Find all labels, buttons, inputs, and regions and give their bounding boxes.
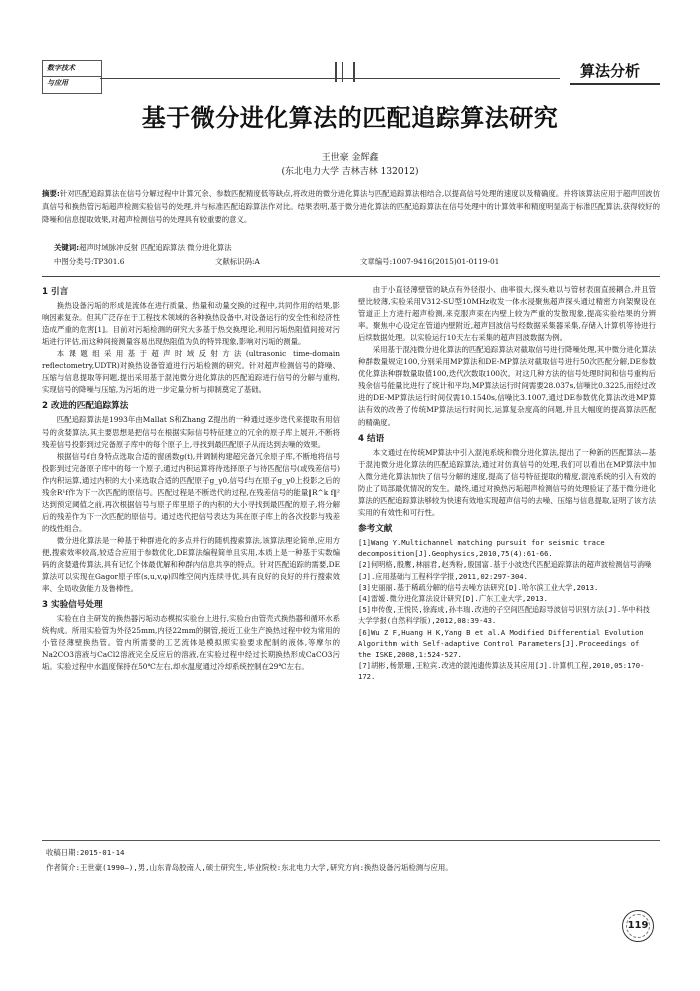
section-heading: 3 实验信号处理 [42, 600, 103, 611]
paragraph: 由于小直径薄壁管的缺点有外径很小、曲率很大,探头难以与管材表面直接耦合,并且管壁比较薄,实验采用V312-SU型10MHz收发一体水浸聚焦超声探头通过精密方向架聚设在管道正上方进行超声检测,来克服声束在内壁上较为严重的发散现象,提高实验结果的分辨率。聚焦中心设定在管道内壁附近,超声回波信号经数据采集器采集,存储入计算机等待进行后续数据处理。以实验运行10天左右采集的超声回波数据为例。 [358, 285, 656, 343]
reference-item: [4]雷嫒.微分进化算法设计研究[D].广东工业大学,2013. [358, 593, 548, 603]
header-bar [335, 62, 337, 82]
paragraph: 微分进化算法是一种基于种群进化的多点并行的随机搜索算法,该算法理论简单,应用方便,搜索效率较高,较适合应用于参数优化,DE算法编程简单且实用,本质上是一种基于实数编码的贪婪遗传算法,具有记忆个体最优解和种群内信息共享的特点。针对匹配追踪的需要,DE算法可以实现在Gagor原子库(s,u,v,φ)四维空间内连续寻优,具有良好的良好的并行搜索效率、全局收敛能力及鲁棒性。 [42, 535, 340, 594]
page-number: 119 [627, 920, 649, 931]
page-number-badge [622, 910, 654, 942]
abstract [42, 188, 660, 226]
paragraph: 本文通过在传统MP算法中引入混沌系统和微分进化算法,提出了一种新的匹配算法—基于混沌微分进化算法的匹配追踪算法,通过对仿真信号的处理,我们可以看出在MP算法中加入微分进化算法加快了信号分解的速度,提高了信号特征提取的精度,混沌系统的引入有效的防止了局部最优情况的发生。最终,通过对换热污垢超声检测信号的处理验证了基于微分进化算法的匹配追踪算法够较为快速有效地实现超声信号的去噪、压缩与信息提取,证明了该方法实用的有效性和可行性。 [358, 447, 656, 517]
authors: 王世豪 金辉鑫 [321, 153, 379, 163]
paragraph: 本课题组采用基于超声时域反射方法(ultrasonic time-domain reflectometry,UDTR)对换热设备管道进行污垢检测的研究。针对超声检测信号的降噪、压缩与信息提取等问题,提出采用基于混沌微分进化算法的匹配追踪进行信号的分解与重构,实现信号的降噪与压缩,为污垢的进一步定量分析与抑制奠定了基础。 [42, 349, 340, 395]
affiliation: (东北电力大学 吉林吉林 132012) [281, 167, 419, 177]
header-bar [342, 62, 343, 82]
section-rule [570, 83, 660, 85]
paragraph: 实验在自主研发的换热器污垢动态模拟实验台上进行,实验台由管壳式换热器和循环水系统构成。所用实验管为外径25mm,内径22mm的铜管,接近工业生产换热过程中较为常用的小管径薄壁换热管。管内所需要的工艺流体是模拟照实验要求配制的液体,等摩尔的Na2CO3溶液与CaCl2溶液完全反应后的溶液,在实验过程中经过长期换热形成CaCO3污垢。实验过程中水温度保持在50℃左右,却水温度通过冷却系统控制在29℃左右。 [42, 614, 340, 672]
divider [42, 276, 660, 277]
journal-name-line1: 数字技术 [47, 64, 75, 72]
section-heading: 2 改进的匹配追踪算法 [42, 401, 129, 412]
reference-item: [1]Wang Y.Multichannel matching pursuit for seismic trace decomposition[J].Geophysics,2010,75(4):61-66. [358, 537, 605, 559]
keywords-label: 关键词: [54, 243, 80, 252]
footer-rule [42, 840, 660, 841]
journal-logo [42, 60, 102, 94]
keywords-text: 超声时域脉冲反射 匹配追踪算法 微分进化算法 [79, 243, 232, 252]
received-date: 收稿日期:2015-01-14 [46, 848, 125, 857]
reference-list [358, 537, 656, 683]
journal-name-line2: 与应用 [47, 79, 68, 87]
clc-number: 中图分类号:TP301.6 [54, 257, 125, 266]
paper-title: 基于微分进化算法的匹配追踪算法研究 [141, 104, 559, 132]
section-heading: 1 引言 [42, 287, 69, 297]
paragraph: 换热设备污垢的形成是流体在进行质量、热量和动量交换的过程中,共同作用的结果,影响因素复杂。但其广泛存在于工程技术领域的各种换热设备中,对设备运行的安全性和经济性造成严重的危害[1]。目前对污垢检测的研究大多基于热交换理论,利用污垢热阻值间接对污垢进行评估,而这种间接测量容易出现热阻值为负的特异现象,影响对污垢的测量。 [42, 301, 340, 347]
article-number: 文章编号:1007-9416(2015)01-0119-01 [360, 257, 500, 266]
reference-item: [6]Wu Z F,Huang H K,Yang B et al.A Modified Differential Evolution Algorithm with Self-adaptive Control Parameters[J].Proceedings of the ISKE,2008,1:524-527. [358, 627, 644, 659]
right-column [358, 284, 656, 683]
section-heading: 4 结语 [358, 433, 385, 444]
paragraph: 采用基于混沌微分进化算法的匹配追踪算法对截取信号进行降噪处理,其中微分进化算法种群数量规定100,分别采用MP算法和DE-MP算法对截取信号进行50次匹配分解,DE参数优化算法种群数量取值100,迭代次数取100次。对这几种方法的信号处理时间和信号重构后残余信号能量比进行了统计和平均,MP算法运行时间需要28.037s,信噪比0.3225,而经过改进的DE-MP算法运行时间仅需10.1540s,信噪比3.1007,通过DE参数优化算法改进MP算法有效的改善了传统MP算法运行时间长,运算复杂度高的问题,并且大幅度的提高算法匹配的精确度。 [358, 345, 656, 427]
reference-item: [7]胡彬,杨景珊,王粒宾.改进的混沌遗传算法及其应用[J].计算机工程,2010,05:170-172. [358, 661, 645, 682]
keywords [54, 242, 654, 253]
left-column [42, 282, 340, 673]
reference-item: [2]何明格,殷鹰,林丽君,赵秀粉,殷国富.基于小波迭代匹配追踪算法的超声波检测信号消噪[J].应用基础与工程科学学报,2011,02:297-304. [358, 560, 652, 581]
abstract-label: 摘要: [42, 189, 60, 198]
author-bio: 作者简介:王世豪(1990—),男,山东青岛胶南人,硕士研究生,毕业院校:东北电力大学,研究方向:换热设备污垢检测与应用。 [46, 863, 453, 872]
abstract-text: 针对匹配追踪算法在信号分解过程中计算冗余、参数匹配精度低等缺点,将改进的微分进化算法与匹配追踪算法相结合,以提高信号处理的速度以及精确度。并将该算法应用于超声回波仿真信号和换热管污垢超声检测实验信号的处理,并与标准匹配追踪算法作对比。结果表明,基于微分进化算法的匹配追踪算法在信号处理中的计算效率和精度明显高于标准匹配算法,获得较好的降噪和信息提取效果,对超声检测信号的处理具有较重要的意义。 [42, 189, 660, 224]
paragraph: 匹配追踪算法是1993年由Mallat S和Zhang Z提出的一种通过逐步迭代来提取有用信号的贪婪算法,其主要思想是把信号在根据实际信号特征建立的冗余的原子库上展开,不断将残差信号投影到过完备原子库中的每个原子上,寻找到最匹配原子从而达到去噪的效果。 [42, 415, 340, 449]
document-code: 文献标识码:A [215, 257, 260, 266]
header-rule [100, 78, 560, 79]
section-label: 算法分析 [580, 62, 641, 80]
reference-item: [5]申传俊,王悦民,徐海成,孙丰瑞.改进的子空间匹配追踪导波信号识别方法[J].华中科技大学学报(自然科学版),2012,08:39-43. [358, 605, 650, 626]
header-bar [353, 62, 355, 82]
references-heading: 参考文献 [358, 523, 393, 534]
reference-item: [3]史丽丽.基于稀疏分解的信号去噪方法研究[D].哈尔滨工业大学,2013. [358, 582, 599, 592]
paragraph: 根据信号f自身特点选取合适的窗函数g(t),并调制构建超完备冗余原子库,不断地将信号投影到过完备原子库中的每一个原子,通过内积运算将待选择原子与待匹配信号(或残差信号)作内积运算,通过内积的大小来选取合适的匹配原子g_γ0,信号f与在原子g_γ0上投影之后的残余R¹f作为下一次匹配的原信号。匹配过程是不断迭代的过程,在残差信号的能量‖R^k f‖²达到预定阈值之前,再次根据信号与原子库里原子的内积的大小寻找到最匹配的原子,将分解后的残差作为下一次匹配的原信号。通过迭代把信号表达为其在原子库上的各次投影与残差的线性组合。 [42, 451, 340, 533]
